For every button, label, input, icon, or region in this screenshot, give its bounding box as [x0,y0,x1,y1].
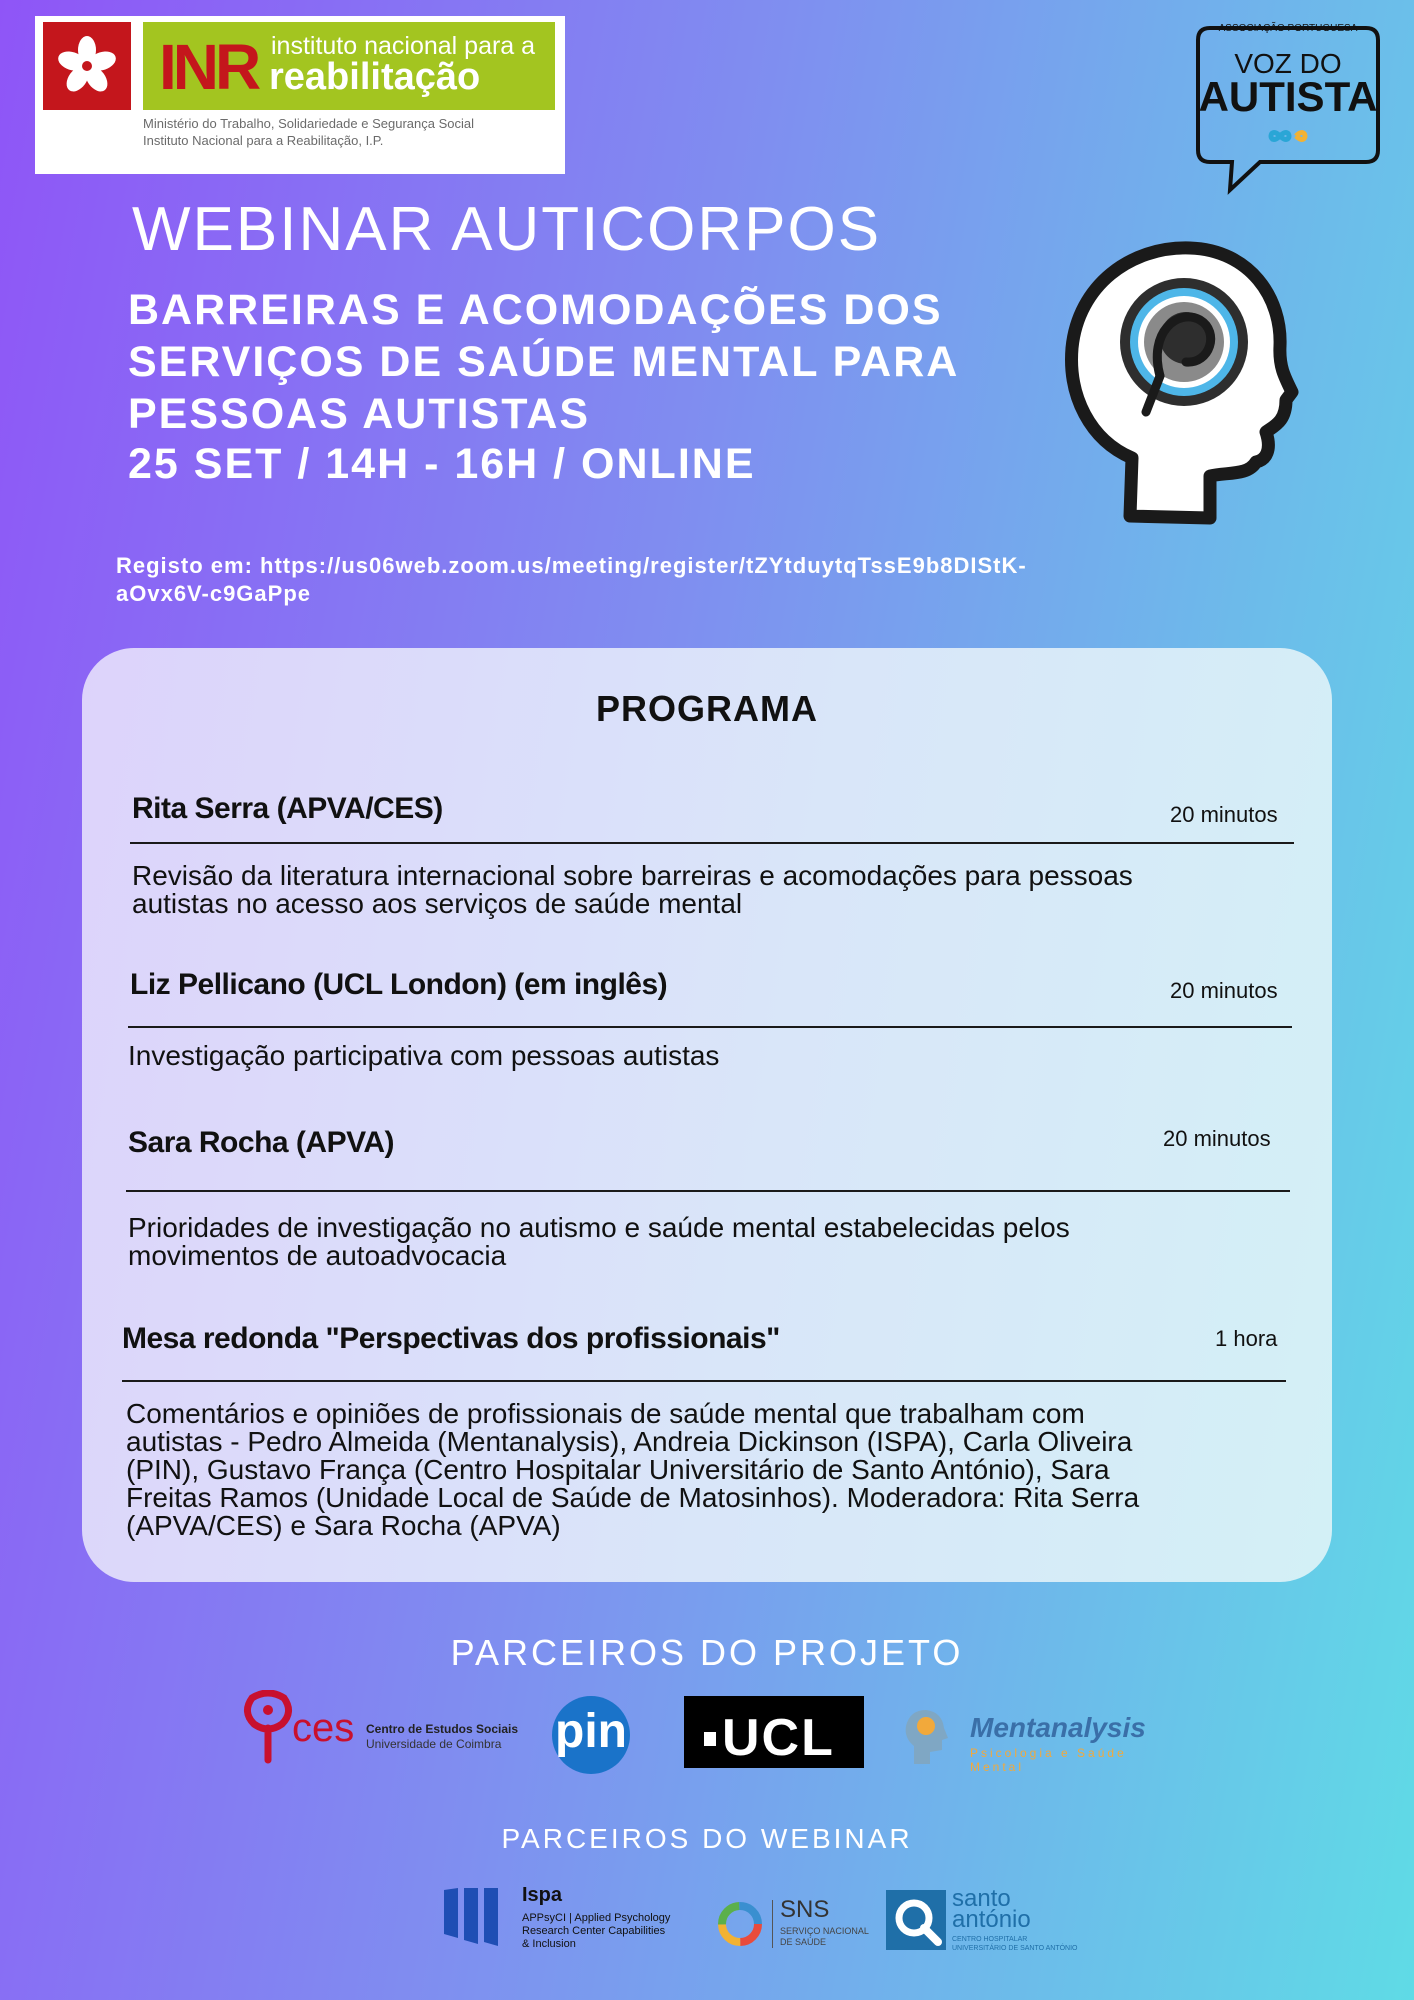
registration-link-line: aOvx6V-c9GaPpe [116,581,312,606]
speaker-affiliation: (UCL London) (em inglês) [313,968,668,1001]
headline-line: SERVIÇOS DE SAÚDE MENTAL PARA [128,338,960,386]
inr-subtitle-line1: Ministério do Trabalho, Solidariedade e Segurança Social [143,116,474,131]
inr-name-panel [143,22,555,110]
sns-logo [716,1896,872,1956]
description-line: Prioridades de investigação no autismo e saúde mental estabelecidas pelos [128,1212,1070,1243]
inr-flower-badge [43,22,131,110]
speaker-name [128,1126,394,1160]
inr-mark: INR [159,31,258,103]
ispa-logo [444,1884,694,1954]
santo-antonio-name2: antónio [952,1906,1031,1933]
session-description [126,1400,1139,1540]
speaker-name [130,968,667,1002]
description-line: Revisão da literatura internacional sobre barreiras e acomodações para pessoas [132,860,1133,891]
session-description [128,1042,719,1070]
mentanalysis-name: Mentanalysis [970,1712,1146,1743]
divider [122,1380,1286,1382]
duration: 20 minutos [1170,802,1278,827]
program-title: PROGRAMA [596,688,818,729]
mentanalysis-head-icon [904,1708,948,1766]
voz-do-autista-assoc: ASSOCIAÇÃO PORTUGUESA [1218,23,1358,34]
event-date-time: 25 SET / 14H - 16H / ONLINE [128,440,756,488]
speaker-name [122,1322,780,1356]
webinar-partners-label: PARCEIROS DO WEBINAR [501,1823,913,1854]
ispa-line3: & Inclusion [522,1938,576,1950]
registration-link-line: Registo em: https://us06web.zoom.us/meeting/register/tZYtduytqTssE9b8DIStK- [116,553,1027,578]
santo-antonio-logo [886,1885,1086,1958]
ucl-portico-icon [704,1732,716,1746]
inr-subtitle-line2: Instituto Nacional para a Reabilitação, I.P. [143,133,384,148]
mentanalysis-logo [904,1708,1174,1774]
ucl-mark: UCL [722,1709,835,1767]
speaker-affiliation: (APVA/CES) [276,792,443,825]
session-description [132,862,1133,918]
sns-name: SNS [780,1896,830,1923]
speaker: Sara Rocha [128,1126,289,1159]
duration: 20 minutos [1163,1126,1271,1151]
ces-mark: ces [292,1706,355,1750]
description-line: autistas no acesso aos serviços de saúde mental [132,888,743,919]
mentanalysis-tagline: Psicologia e Saúde Mental [970,1746,1127,1774]
description-line: Freitas Ramos (Unidade Local de Saúde de Matosinhos). Moderadora: Rita Serra [126,1482,1140,1513]
sns-divider [772,1900,773,1948]
ispa-name: Ispa [522,1884,563,1906]
session-description [128,1214,1070,1270]
santo-antonio-ring-icon [886,1890,946,1950]
ucl-logo [684,1696,864,1768]
registration-link[interactable] [116,552,1246,608]
speaker: Rita Serra [132,792,269,825]
flower-icon [43,22,131,110]
ces-symbol-icon [242,1690,294,1766]
ispa-line1: APPsyCI | Applied Psychology [522,1912,671,1924]
duration: 20 minutos [1170,978,1278,1003]
speaker-name [132,792,443,826]
inr-name-line1: instituto nacional para a [271,32,536,60]
inr-name-line2: reabilitação [269,56,481,98]
ces-logo [242,1690,522,1766]
sns-line1: SERVIÇO NACIONAL [780,1926,869,1936]
headline-line: PESSOAS AUTISTAS [128,390,591,438]
ispa-bars-icon [444,1888,510,1946]
duration: 1 hora [1215,1326,1278,1351]
speaker: Mesa redonda "Perspectivas dos profissionais" [122,1322,780,1355]
head-spiral-icon [1060,236,1300,526]
ces-line1: Centro de Estudos Sociais [366,1722,519,1736]
speaker-affiliation: (APVA) [295,1126,395,1159]
santo-antonio-name1: santo [952,1885,1011,1912]
description-line: movimentos de autoadvocacia [128,1240,507,1271]
ces-line2: Universidade de Coimbra [366,1737,502,1751]
divider [126,1190,1290,1192]
voz-do-autista-line2: AUTISTA [1198,73,1378,120]
divider [128,1026,1292,1028]
inr-logo [35,16,565,174]
description-line: (PIN), Gustavo França (Centro Hospitalar Universitário de Santo António), Sara [126,1454,1110,1485]
description-line: Comentários e opiniões de profissionais de saúde mental que trabalham com [126,1398,1085,1429]
headline [128,284,1028,440]
voz-do-autista-logo [1188,18,1388,198]
project-partners-label: PARCEIROS DO PROJETO [450,1632,964,1673]
pin-logo [552,1696,630,1774]
headline-line: BARREIRAS E ACOMODAÇÕES DOS [128,286,943,334]
pin-mark: pin [555,1705,627,1758]
sns-line2: DE SAÚDE [780,1937,827,1947]
program-card [82,648,1332,1582]
webinar-title: WEBINAR AUTICORPOS [132,195,882,264]
description-line: (APVA/CES) e Sara Rocha (APVA) [126,1510,561,1541]
speaker: Liz Pellicano [130,968,306,1001]
santo-antonio-badge [886,1890,946,1950]
santo-antonio-line2: UNIVERSITÁRIO DE SANTO ANTÓNIO [952,1945,1078,1952]
voz-do-autista-line1: VOZ DO [1234,48,1342,79]
description-line: Investigação participativa com pessoas autistas [128,1040,720,1071]
ispa-line2: Research Center Capabilities [522,1925,666,1937]
description-line: autistas - Pedro Almeida (Mentanalysis), Andreia Dickinson (ISPA), Carla Oliveira [126,1426,1133,1457]
divider [130,842,1294,844]
sns-ring-icon [716,1900,764,1948]
santo-antonio-line1: CENTRO HOSPITALAR [952,1936,1028,1943]
